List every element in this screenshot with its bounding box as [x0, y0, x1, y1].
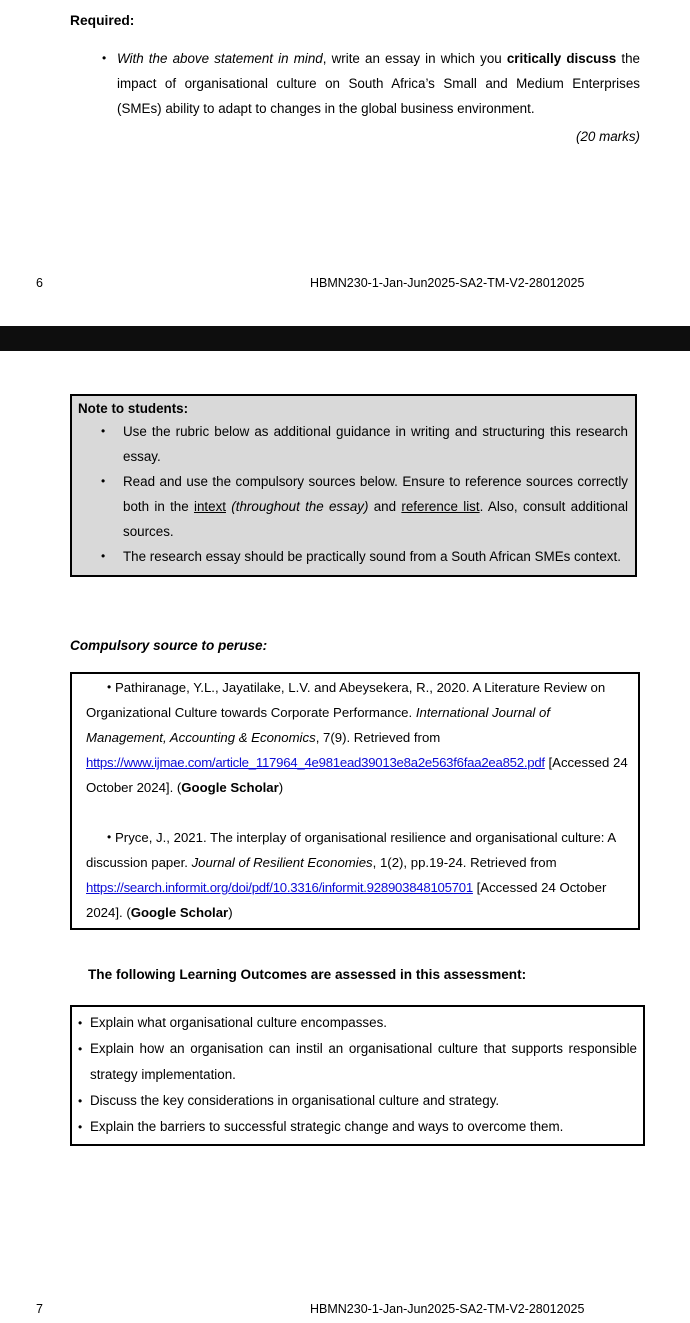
text-segment: Use the rubric below as additional guidance in writing and structuring this research essay. — [123, 424, 628, 464]
text-segment: and — [368, 499, 402, 514]
text-segment: With the above statement in mind — [117, 51, 323, 66]
bullet-marker: • — [107, 830, 112, 844]
page-number: 6 — [36, 276, 43, 290]
source-reference — [72, 675, 630, 800]
learning-outcomes-heading: The following Learning Outcomes are assessed in this assessment: — [88, 967, 527, 982]
note-box-bullet-list — [78, 419, 628, 569]
marks-label: (20 marks) — [576, 129, 640, 144]
text-segment: the impact of organisational culture on South Africa’s Small and Medium Enterprises (SMEs) ability to adapt to changes in the global business environment. — [117, 51, 640, 116]
bullet-marker: • — [107, 680, 112, 694]
learning-outcome-text: Explain the barriers to successful strategic change and ways to overcome them. — [90, 1119, 564, 1134]
text-segment: intext — [193, 499, 226, 514]
learning-outcome-item — [72, 1088, 637, 1114]
learning-outcome-item — [72, 1114, 637, 1140]
learning-outcome-item — [72, 1010, 637, 1036]
text-segment: ) — [228, 905, 233, 920]
hyperlink[interactable]: https://www.ijmae.com/article_117964_4e981ead39013e8a2e563f6faa2ea852.pdf — [86, 755, 545, 770]
bullet-marker: • — [101, 424, 106, 438]
compulsory-source-heading: Compulsory source to peruse: — [70, 638, 268, 653]
text-segment: The research essay should be practically sound from a South African SMEs context. — [123, 549, 621, 564]
learning-outcome-text: Discuss the key considerations in organisational culture and strategy. — [90, 1093, 500, 1108]
bullet-marker: • — [78, 1016, 83, 1030]
bullet-marker: • — [101, 549, 106, 563]
bullet-marker: • — [101, 474, 106, 488]
text-segment: [Accessed 24 October 2024]. ( — [86, 755, 628, 795]
page-separator-band — [0, 326, 690, 351]
text-segment: [Accessed 24 October 2024]. ( — [86, 880, 607, 920]
required-heading: Required: — [70, 13, 135, 28]
document-code: HBMN230-1-Jan-Jun2025-SA2-TM-V2-28012025 — [310, 1302, 585, 1316]
bullet-marker: • — [78, 1120, 83, 1134]
text-segment: , 7(9). Retrieved from — [315, 730, 441, 745]
note-bullet-item — [78, 544, 628, 569]
text-segment: Pathiranage, Y.L., Jayatilake, L.V. and Abeysekera, R., 2020. A Literature Review on Organizational Culture towards Corporate Performance. — [86, 680, 606, 720]
text-segment: (throughout the essay) — [231, 499, 369, 514]
task-bullet-paragraph — [100, 46, 640, 121]
learning-outcomes-box — [70, 1005, 645, 1146]
page7-footer — [0, 1302, 690, 1318]
page-number: 7 — [36, 1302, 43, 1316]
page6-footer — [0, 276, 690, 292]
text-segment: Pryce, J., 2021. The interplay of organisational resilience and organisational culture: A discussion paper. — [86, 830, 616, 870]
text-segment: Google Scholar — [181, 780, 279, 795]
source-reference-text — [86, 830, 615, 920]
note-box-title: Note to students: — [78, 401, 189, 416]
learning-outcome-item — [72, 1036, 637, 1088]
task-text — [117, 51, 640, 116]
bullet-marker: • — [78, 1042, 83, 1056]
text-segment: , 1(2), pp.19-24. Retrieved from — [372, 855, 557, 870]
note-bullet-text — [123, 474, 628, 539]
learning-outcome-text: Explain how an organisation can instil an organisational culture that supports responsible strategy implementation. — [90, 1041, 637, 1082]
source-reference — [72, 825, 630, 925]
learning-outcome-text: Explain what organisational culture encompasses. — [90, 1015, 387, 1030]
source-reference-text — [86, 680, 628, 795]
compulsory-sources-box — [70, 672, 640, 930]
text-segment: , write an essay in which you — [322, 51, 507, 66]
text-segment: Journal of Resilient Economies — [191, 855, 373, 870]
note-to-students-box — [70, 394, 637, 577]
note-bullet-item — [78, 469, 628, 544]
text-segment: Google Scholar — [130, 905, 229, 920]
text-segment: reference list — [401, 499, 480, 514]
bullet-marker: • — [78, 1094, 83, 1108]
text-segment: . Also, consult additional sources. — [123, 499, 628, 539]
bullet-marker: • — [102, 51, 107, 65]
text-segment: ) — [278, 780, 284, 795]
text-segment: Read and use the compulsory sources below. Ensure to reference sources correctly both in the — [123, 474, 628, 514]
document-code: HBMN230-1-Jan-Jun2025-SA2-TM-V2-28012025 — [310, 276, 585, 290]
hyperlink[interactable]: https://search.informit.org/doi/pdf/10.3316/informit.928903848105701 — [86, 880, 473, 895]
note-bullet-text — [123, 549, 621, 564]
text-segment: critically discuss — [506, 51, 617, 66]
note-bullet-text — [123, 424, 628, 464]
text-segment: International Journal of Management, Accounting & Economics — [86, 705, 551, 745]
note-bullet-item — [78, 419, 628, 469]
